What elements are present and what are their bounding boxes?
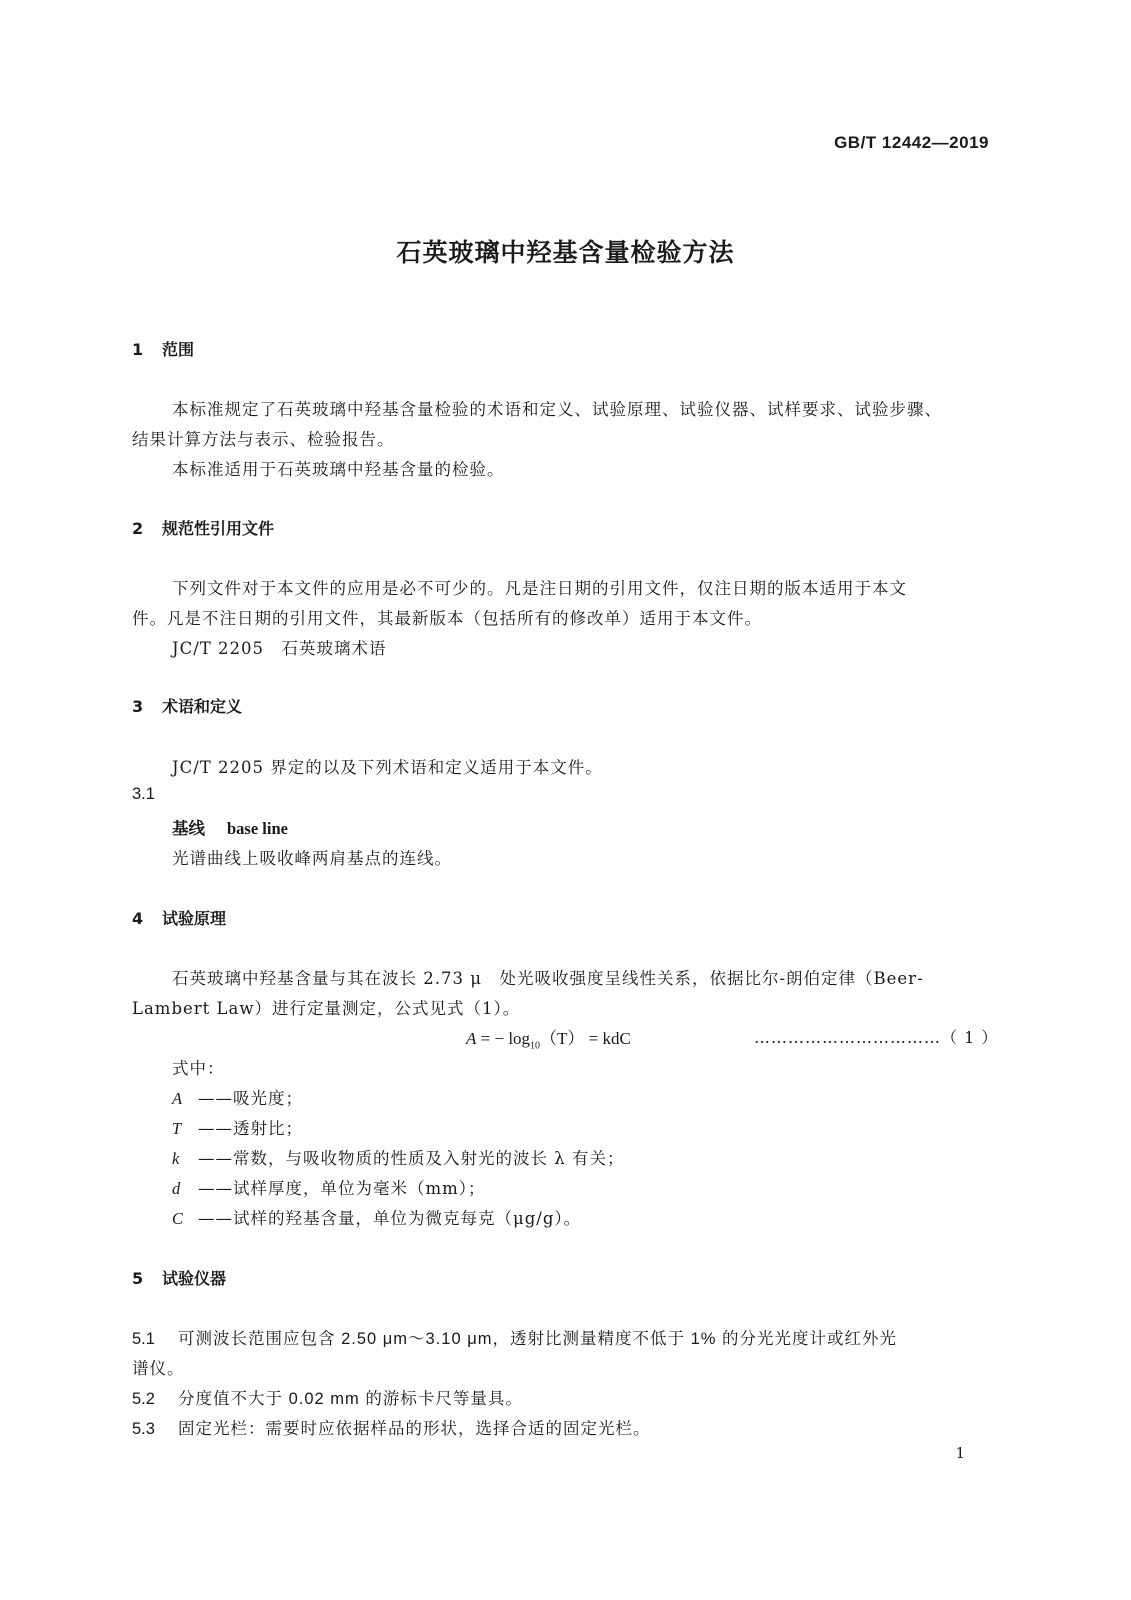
variable-symbol: T — [172, 1119, 183, 1138]
paragraph: 石英玻璃中羟基含量与其在波长 2.73 μ 处光吸收强度呈线性关系，依据比尔-朗伯定律（Beer- — [172, 969, 924, 988]
term-definition: 光谱曲线上吸收峰两肩基点的连线。 — [172, 849, 452, 868]
variable-definition — [172, 1085, 303, 1109]
variable-definition — [172, 1145, 624, 1169]
section-title: 范围 — [162, 340, 195, 359]
section-title: 试验原理 — [162, 909, 227, 928]
paragraph: 本标准规定了石英玻璃中羟基含量检验的术语和定义、试验原理、试验仪器、试样要求、试验步骤、 — [172, 400, 942, 419]
subclause-number: 5.2 — [132, 1390, 155, 1408]
subclause-item — [132, 1325, 897, 1349]
paragraph: JC/T 2205 界定的以及下列术语和定义适用于本文件。 — [172, 758, 603, 777]
section-number: 2 — [132, 519, 144, 538]
variable-description: ——试样厚度，单位为毫米（mm）； — [198, 1179, 486, 1198]
term-entry — [172, 815, 288, 839]
document-title: 石英玻璃中羟基含量检验方法 — [396, 238, 735, 267]
variable-symbol: k — [172, 1149, 181, 1168]
subclause-item — [132, 1415, 651, 1439]
variable-description: ——试样的羟基含量，单位为微克每克（μg/g）。 — [198, 1209, 582, 1228]
formula-rhs: = kdC — [584, 1029, 631, 1048]
paragraph: 下列文件对于本文件的应用是必不可少的。凡是注日期的引用文件，仅注日期的版本适用于本文 — [172, 579, 907, 598]
variable-description: ——常数，与吸收物质的性质及入射光的波长 λ 有关； — [198, 1149, 625, 1168]
equation-number: ……………………………（ 1 ） — [754, 1028, 999, 1047]
paragraph: 结果计算方法与表示、检验报告。 — [132, 430, 395, 449]
formula-part: = − log — [476, 1029, 531, 1048]
page-number: 1 — [955, 1444, 965, 1462]
variable-description: ——吸光度； — [198, 1089, 303, 1108]
paragraph: Lambert Law）进行定量测定，公式见式（1）。 — [132, 999, 521, 1018]
normative-reference: JC/T 2205 石英玻璃术语 — [172, 639, 387, 658]
subclause-text: 固定光栏：需要时应依据样品的形状，选择合适的固定光栏。 — [178, 1420, 651, 1438]
where-label: 式中： — [172, 1059, 225, 1078]
paragraph: 件。凡是不注日期的引用文件，其最新版本（包括所有的修改单）适用于本文件。 — [132, 609, 762, 628]
formula-1 — [466, 1024, 631, 1051]
section-1-heading — [132, 337, 194, 360]
subclause-number: 5.1 — [132, 1330, 155, 1348]
subclause-text: 分度值不大于 0.02 mm 的游标卡尺等量具。 — [178, 1390, 523, 1408]
subclause-number: 3.1 — [132, 785, 155, 803]
paragraph: 本标准适用于石英玻璃中羟基含量的检验。 — [172, 460, 505, 479]
term-chinese: 基线 — [172, 819, 205, 838]
subclause-item — [132, 1385, 523, 1409]
formula-part: （T） — [540, 1029, 585, 1048]
section-number: 4 — [132, 909, 144, 928]
variable-symbol: A — [172, 1089, 184, 1108]
subclause-continuation: 谱仪。 — [132, 1359, 185, 1378]
subclause-text: 可测波长范围应包含 2.50 μm～3.10 μm，透射比测量精度不低于 1% 的分光光度计或红外光 — [178, 1330, 897, 1348]
section-number: 1 — [132, 340, 144, 359]
formula-lhs: A — [466, 1029, 477, 1048]
section-3-heading — [132, 694, 242, 717]
subclause-number: 5.3 — [132, 1420, 155, 1438]
section-title: 术语和定义 — [162, 697, 243, 716]
section-number: 5 — [132, 1269, 144, 1288]
variable-definition — [172, 1115, 303, 1139]
variable-definition — [172, 1175, 486, 1199]
section-title: 规范性引用文件 — [162, 519, 275, 538]
variable-symbol: C — [172, 1209, 185, 1228]
variable-definition — [172, 1205, 581, 1229]
section-2-heading — [132, 516, 274, 539]
variable-symbol: d — [172, 1179, 182, 1198]
section-4-heading — [132, 906, 226, 929]
section-5-heading — [132, 1266, 226, 1289]
variable-description: ——透射比； — [198, 1119, 303, 1138]
section-number: 3 — [132, 697, 144, 716]
formula-subscript: 10 — [530, 1040, 541, 1052]
document-number: GB/T 12442—2019 — [834, 133, 989, 152]
term-english: base line — [227, 819, 288, 838]
section-title: 试验仪器 — [162, 1269, 227, 1288]
